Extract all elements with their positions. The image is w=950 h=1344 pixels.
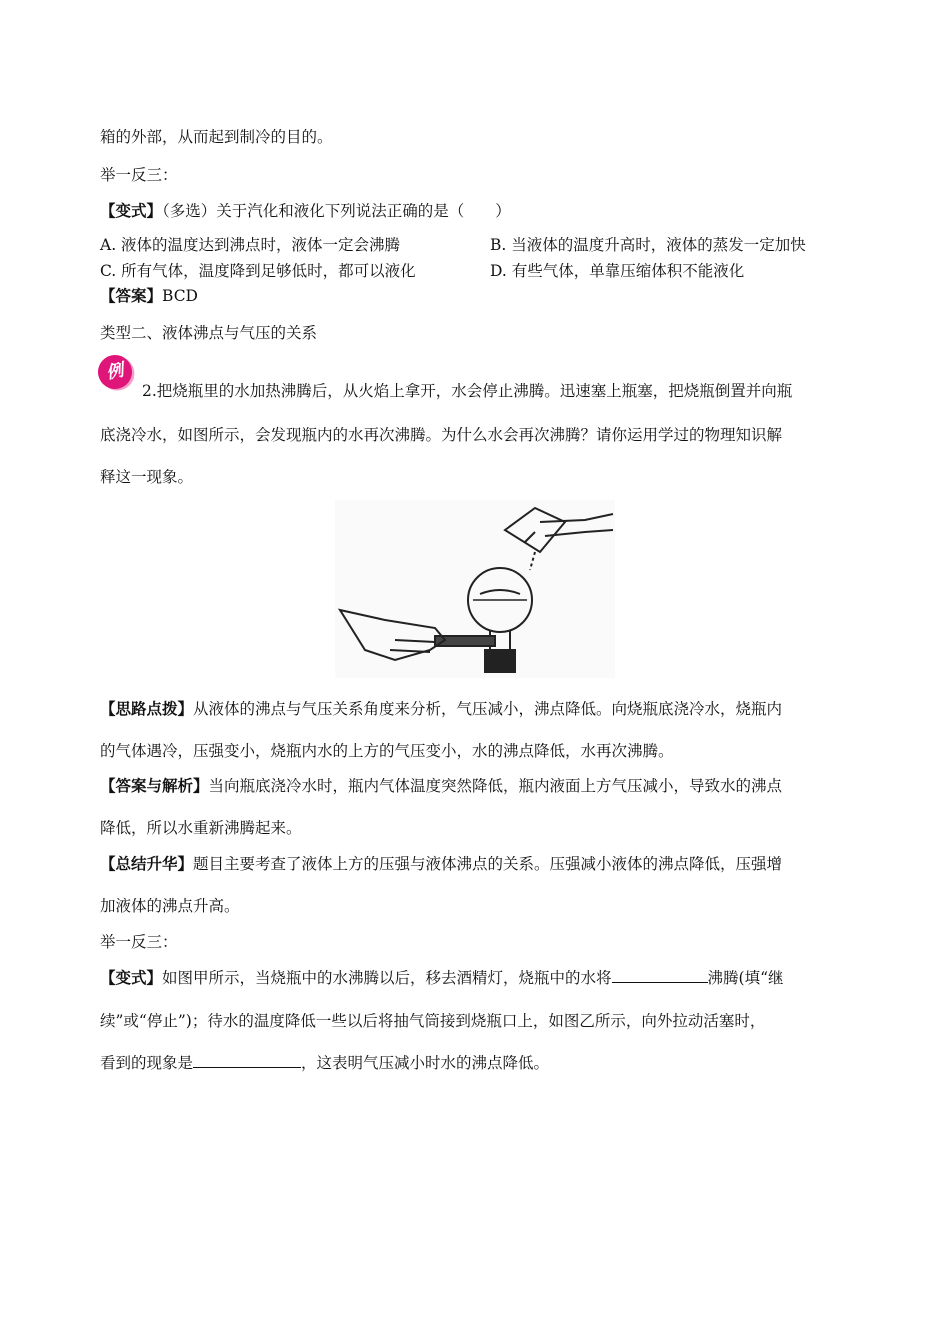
variant2-text-1a: 如图甲所示，当烧瓶中的水沸腾以后，移去酒精灯，烧瓶中的水将	[162, 969, 612, 987]
answer-blank-2[interactable]	[193, 1053, 301, 1068]
summary-line-1	[100, 853, 782, 875]
example-line-3: 释这一现象。	[100, 468, 194, 486]
section-heading: 举一反三：	[100, 166, 178, 184]
summary-line-2: 加液体的沸点升高。	[100, 897, 240, 915]
variant2-text-3a: 看到的现象是	[100, 1054, 194, 1072]
analysis-text-1: 从液体的沸点与气压关系角度来分析，气压减小，沸点降低。向烧瓶底浇冷水，烧瓶内	[193, 700, 783, 718]
analysis-line-1	[100, 698, 782, 720]
solution-line-2: 降低，所以水重新沸腾起来。	[100, 819, 302, 837]
answer-tag: 【答案】	[100, 286, 163, 305]
variant2-text-1b: 沸腾(填“继	[707, 969, 784, 987]
variant-tag: 【变式】	[100, 201, 163, 220]
answer-blank-1[interactable]	[612, 968, 708, 983]
variant-question	[100, 200, 511, 222]
variant2-line-2: 续”或“停止”)；待水的温度降低一些以后将抽气筒接到烧瓶口上，如图乙所示，向外拉动活塞时，	[100, 1012, 766, 1030]
solution-tag: 【答案与解析】	[100, 776, 209, 795]
option-c: C. 所有气体，温度降到足够低时，都可以液化	[100, 262, 416, 280]
option-a: A. 液体的温度达到沸点时，液体一定会沸腾	[100, 236, 401, 254]
type-heading: 类型二、液体沸点与气压的关系	[100, 324, 318, 342]
text-line: 箱的外部，从而起到制冷的目的。	[100, 128, 333, 146]
variant2-text-3b: ，这表明气压减小时水的沸点降低。	[301, 1054, 550, 1072]
flask-figure	[335, 500, 615, 678]
solution-text-1: 当向瓶底浇冷水时，瓶内气体温度突然降低，瓶内液面上方气压减小，导致水的沸点	[208, 777, 783, 795]
example-line-2: 底浇冷水，如图所示，会发现瓶内的水再次沸腾。为什么水会再次沸腾？请你运用学过的物理知识解	[100, 426, 783, 444]
solution-line-1	[100, 775, 782, 797]
summary-text-1: 题目主要考查了液体上方的压强与液体沸点的关系。压强减小液体的沸点降低，压强增	[193, 855, 783, 873]
variant2-line-1	[100, 967, 784, 989]
option-b: B. 当液体的温度升高时，液体的蒸发一定加快	[490, 236, 806, 254]
example-badge: 例	[95, 352, 135, 392]
answer-line	[100, 285, 198, 307]
variant2-tag: 【变式】	[100, 968, 163, 987]
analysis-line-2: 的气体遇冷，压强变小，烧瓶内水的上方的气压变小，水的沸点降低，水再次沸腾。	[100, 742, 674, 760]
variant-text: （多选）关于汽化和液化下列说法正确的是（ ）	[162, 202, 511, 220]
analysis-tag: 【思路点拨】	[100, 699, 194, 718]
variant2-line-3	[100, 1052, 549, 1074]
example-line-1: 2.把烧瓶里的水加热沸腾后，从火焰上拿开，水会停止沸腾。迅速塞上瓶塞，把烧瓶倒置并向瓶	[142, 382, 793, 400]
option-d: D. 有些气体，单靠压缩体积不能液化	[490, 262, 745, 280]
section-heading-2: 举一反三：	[100, 933, 178, 951]
summary-tag: 【总结升华】	[100, 854, 194, 873]
answer-text: BCD	[162, 287, 198, 305]
